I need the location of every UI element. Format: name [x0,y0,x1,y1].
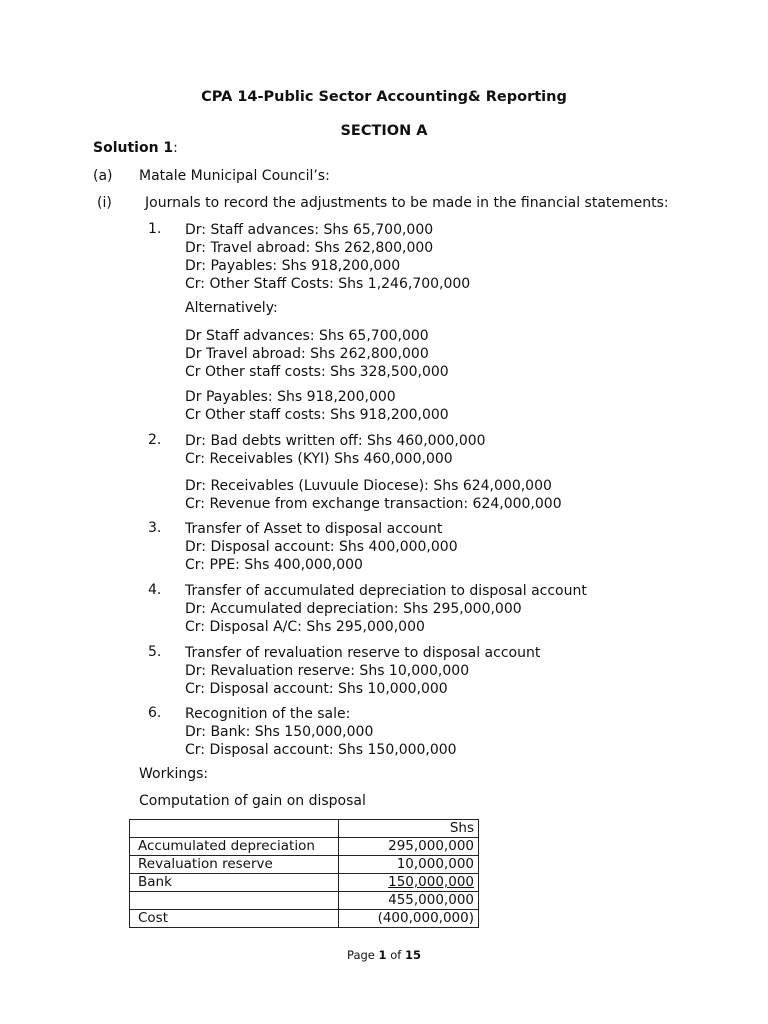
table-cell: 10,000,000 [339,856,479,874]
part-i-text: Journals to record the adjustments to be made in the financial statements: [145,195,669,211]
item-number: 1. [148,221,162,237]
item-number: 3. [148,520,162,536]
journal-entry-alt-2 [185,388,449,424]
journal-line: Cr Other staff costs: Shs 918,200,000 [185,407,449,423]
journal-line: Dr: Payables: Shs 918,200,000 [185,258,401,274]
journal-entry-1 [185,221,470,293]
table-cell [130,892,339,910]
journal-line: Cr: Disposal account: Shs 150,000,000 [185,742,457,758]
page-prefix: Page [347,948,379,962]
item-number: 2. [148,432,162,448]
table-row [130,874,479,892]
table-header-cell [130,820,339,838]
journal-entry-2 [185,432,486,468]
item-number: 4. [148,582,162,598]
gain-on-disposal-table [129,819,479,928]
part-a-text: Matale Municipal Council’s: [139,168,330,184]
table-cell: 295,000,000 [339,838,479,856]
table-row [130,838,479,856]
table-cell: Bank [130,874,339,892]
journal-entry-6 [185,705,457,759]
part-a-marker: (a) [93,168,113,184]
journal-entry-3 [185,520,458,574]
document-title: CPA 14-Public Sector Accounting& Reporting [201,89,567,105]
table-cell: (400,000,000) [339,910,479,928]
solution-label: Solution 1 [93,140,174,156]
part-i-marker: (i) [97,195,112,211]
journal-entry-5 [185,644,540,698]
journal-line: Transfer of accumulated depreciation to disposal account [185,583,587,599]
journal-line: Dr: Staff advances: Shs 65,700,000 [185,222,434,238]
page-middle: of [386,948,405,962]
table-cell-value: 150,000,000 [388,874,474,890]
table-cell-underlined [339,874,479,892]
journal-entry-4 [185,582,587,636]
journal-line: Dr: Disposal account: Shs 400,000,000 [185,539,458,555]
journal-line: Cr: Other Staff Costs: Shs 1,246,700,000 [185,276,471,292]
table-cell: Cost [130,910,339,928]
item-number: 5. [148,644,162,660]
table-cell: Revaluation reserve [130,856,339,874]
journal-line: Cr: PPE: Shs 400,000,000 [185,557,363,573]
journal-line: Dr: Revaluation reserve: Shs 10,000,000 [185,663,470,679]
journal-line: Dr Travel abroad: Shs 262,800,000 [185,346,429,362]
journal-line: Dr: Travel abroad: Shs 262,800,000 [185,240,434,256]
table-row [130,856,479,874]
item-number: 6. [148,705,162,721]
section-heading: SECTION A [340,123,428,139]
alternatively-label: Alternatively: [185,300,278,316]
journal-entry-alt-1 [185,327,449,381]
solution-heading [93,140,178,156]
table-row [130,910,479,928]
journal-line: Cr Other staff costs: Shs 328,500,000 [185,364,449,380]
journal-line: Cr: Disposal account: Shs 10,000,000 [185,681,448,697]
table-row [130,892,479,910]
computation-title: Computation of gain on disposal [139,793,366,809]
table-cell: Accumulated depreciation [130,838,339,856]
journal-line: Dr Staff advances: Shs 65,700,000 [185,328,429,344]
journal-line: Cr: Receivables (KYI) Shs 460,000,000 [185,451,453,467]
journal-line: Recognition of the sale: [185,706,351,722]
journal-entry-2b [185,477,562,513]
journal-line: Dr: Accumulated depreciation: Shs 295,000,000 [185,601,522,617]
page-total: 15 [404,948,421,962]
table-header-row [130,820,479,838]
journal-line: Dr Payables: Shs 918,200,000 [185,389,396,405]
table-cell: 455,000,000 [339,892,479,910]
solution-colon: : [173,140,178,156]
workings-label: Workings: [139,766,209,782]
journal-line: Transfer of revaluation reserve to disposal account [185,645,541,661]
journal-line: Dr: Bad debts written off: Shs 460,000,000 [185,433,486,449]
journal-line: Cr: Revenue from exchange transaction: 624,000,000 [185,496,562,512]
page-footer [0,948,768,962]
page-current: 1 [378,948,387,962]
journal-line: Transfer of Asset to disposal account [185,521,443,537]
journal-line: Dr: Bank: Shs 150,000,000 [185,724,374,740]
table-header-cell: Shs [339,820,479,838]
journal-line: Cr: Disposal A/C: Shs 295,000,000 [185,619,425,635]
journal-line: Dr: Receivables (Luvuule Diocese): Shs 624,000,000 [185,478,552,494]
